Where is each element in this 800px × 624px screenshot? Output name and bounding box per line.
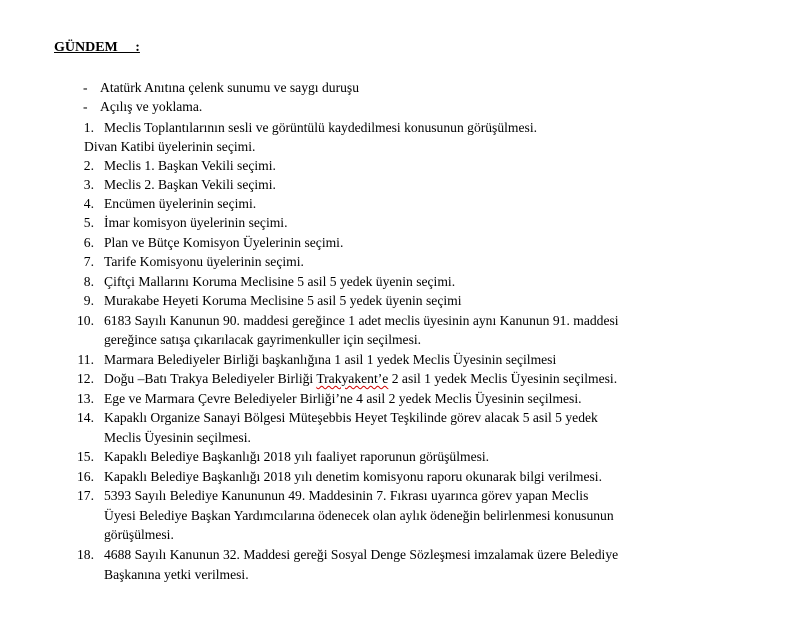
item-text-line3: görüşülmesi.: [104, 527, 174, 542]
item-number: 14.: [77, 410, 94, 425]
item-text: Çiftçi Mallarını Koruma Meclisine 5 asil 5 yedek üyenin seçimi.: [104, 274, 456, 289]
item-text-line2: Üyesi Belediye Başkan Yardımcılarına ödenecek olan aylık ödeneğin belirlenmesi konusunun: [104, 508, 614, 523]
preamble-text: Açılış ve yoklama.: [100, 99, 203, 114]
divan-line: Divan Katibi üyelerinin seçimi.: [84, 139, 256, 154]
item-text-part: Doğu –Batı Trakya Belediyeler Birliği: [104, 371, 317, 386]
dash-bullet: -: [83, 80, 88, 95]
item-text-line1: 4688 Sayılı Kanunun 32. Maddesi gereği Sosyal Denge Sözleşmesi imzalamak üzere Belediye: [104, 547, 619, 562]
dash-bullet: -: [83, 99, 88, 114]
item-text: Meclis Toplantılarının sesli ve görüntülü kaydedilmesi konusunun görüşülmesi.: [104, 120, 537, 135]
item-text: [104, 369, 617, 388]
item-number: 12.: [77, 371, 94, 386]
item-number: 15.: [77, 449, 94, 464]
item-text: Marmara Belediyeler Birliği başkanlığına 1 asil 1 yedek Meclis Üyesinin seçilmesi: [104, 352, 557, 367]
preamble-text: Atatürk Anıtına çelenk sunumu ve saygı duruşu: [100, 80, 359, 95]
item-number: 16.: [77, 469, 94, 484]
item-text: Ege ve Marmara Çevre Belediyeler Birliği’ne 4 asil 2 yedek Meclis Üyesinin seçilmesi.: [104, 391, 582, 406]
item-number: 8.: [83, 274, 94, 289]
item-number: 9.: [83, 293, 94, 308]
item-text: Meclis 1. Başkan Vekili seçimi.: [104, 158, 276, 173]
item-number: 1.: [83, 120, 94, 135]
item-number: 17.: [77, 488, 94, 503]
item-text: İmar komisyon üyelerinin seçimi.: [104, 215, 288, 230]
item-number: 7.: [83, 254, 94, 269]
item-number: 5.: [83, 215, 94, 230]
item-text-line2: gereğince satışa çıkarılacak gayrimenkuller için seçilmesi.: [104, 332, 422, 347]
item-number: 13.: [77, 391, 94, 406]
item-number: 18.: [77, 547, 94, 562]
agenda-title: GÜNDEM :: [54, 40, 140, 55]
item-number: 2.: [83, 158, 94, 173]
item-text: Murakabe Heyeti Koruma Meclisine 5 asil 5 yedek üyenin seçimi: [104, 293, 462, 308]
item-text: Tarife Komisyonu üyelerinin seçimi.: [104, 254, 304, 269]
item-number: 6.: [83, 235, 94, 250]
item-text: Meclis 2. Başkan Vekili seçimi.: [104, 177, 276, 192]
spellcheck-word: Trakyakent’e: [316, 371, 389, 386]
item-number: 11.: [77, 352, 94, 367]
item-text: Kapaklı Belediye Başkanlığı 2018 yılı faaliyet raporunun görüşülmesi.: [104, 449, 490, 464]
item-text-line1: Kapaklı Organize Sanayi Bölgesi Müteşebbis Heyet Teşkilinde görev alacak 5 asil 5 yedek: [104, 410, 598, 425]
item-text-line2: Meclis Üyesinin seçilmesi.: [104, 430, 251, 445]
item-number: 4.: [83, 196, 94, 211]
item-number: 10.: [77, 313, 94, 328]
item-text-part: 2 asil 1 yedek Meclis Üyesinin seçilmesi.: [388, 371, 618, 386]
item-text: Plan ve Bütçe Komisyon Üyelerinin seçimi.: [104, 235, 344, 250]
item-text: Kapaklı Belediye Başkanlığı 2018 yılı denetim komisyonu raporu okunarak bilgi verilmesi.: [104, 469, 602, 484]
item-text-line1: 5393 Sayılı Belediye Kanununun 49. Maddesinin 7. Fıkrası uyarınca görev yapan Meclis: [104, 488, 589, 503]
item-text: Encümen üyelerinin seçimi.: [104, 196, 257, 211]
item-number: 3.: [83, 177, 94, 192]
item-text-line1: 6183 Sayılı Kanunun 90. maddesi gereğince 1 adet meclis üyesinin aynı Kanunun 91. maddesi: [104, 313, 619, 328]
item-text-line2: Başkanına yetki verilmesi.: [104, 567, 249, 582]
